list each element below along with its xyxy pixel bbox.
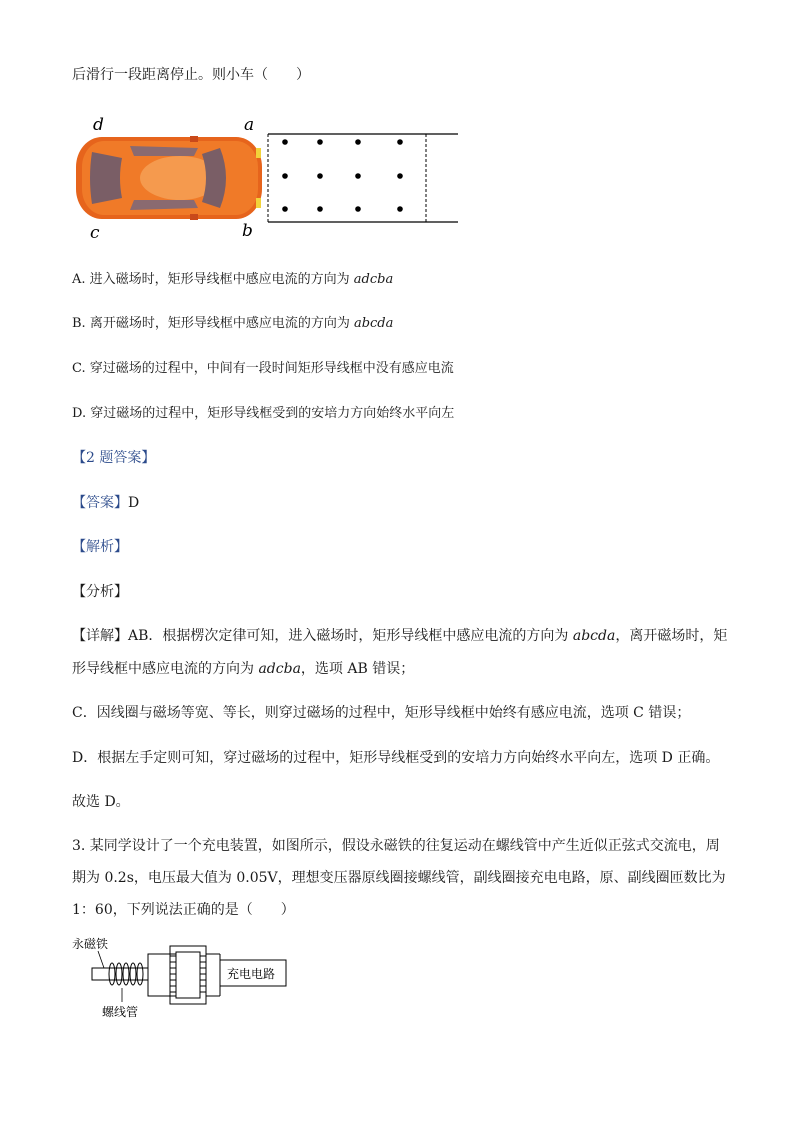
- detail-line-2: [72, 660, 414, 678]
- q2-stem: 后滑行一段距离停止。则小车（ ）: [72, 67, 310, 83]
- detail-1i: abcda: [572, 628, 616, 644]
- option-b-text: B. 离开磁场时，矩形导线框中感应电流的方向为: [72, 316, 354, 331]
- option-b: [72, 315, 393, 333]
- car-icon: [76, 136, 262, 220]
- transformer-icon: [170, 946, 206, 1004]
- field-dots: [282, 139, 403, 212]
- detail-2a: 形导线框中感应电流的方向为: [72, 661, 259, 677]
- conclusion: 故选 D。: [72, 794, 130, 810]
- fenxi-heading: 【分析】: [72, 584, 128, 600]
- label-d: d: [93, 115, 104, 135]
- answer-tag: 【答案】: [72, 495, 128, 511]
- label-a: a: [244, 115, 255, 135]
- detail-2i: adcba: [258, 661, 301, 677]
- option-a-text: A. 进入磁场时，矩形导线框中感应电流的方向为: [72, 272, 354, 287]
- car-field-figure: [70, 110, 470, 245]
- option-d: D. 穿过磁场的过程中，矩形导线框受到的安培力方向始终水平向左: [72, 406, 455, 421]
- detail-tag: 【详解】: [72, 628, 128, 644]
- charging-device-figure: [70, 932, 300, 1024]
- answer-value: D: [128, 495, 140, 511]
- option-a: [72, 271, 393, 289]
- analysis-heading: 【解析】: [72, 539, 128, 555]
- answer-line: [72, 494, 139, 512]
- circuit-label: 充电电路: [227, 967, 276, 981]
- option-b-italic: abcda: [353, 316, 394, 331]
- label-c: c: [90, 223, 100, 243]
- solenoid-label: 螺线管: [102, 1005, 139, 1019]
- option-a-italic: adcba: [353, 272, 394, 287]
- detail-line-1: [72, 627, 727, 645]
- detail-2b: ，选项 AB 错误；: [300, 661, 415, 677]
- magnet-label: 永磁铁: [72, 937, 109, 951]
- detail-1a: AB．根据楞次定律可知，进入磁场时，矩形导线框中感应电流的方向为: [128, 628, 573, 644]
- option-c: C. 穿过磁场的过程中，中间有一段时间矩形导线框中没有感应电流: [72, 361, 454, 376]
- detail-d: D．根据左手定则可知，穿过磁场的过程中，矩形导线框受到的安培力方向始终水平向左，选项 D 正确。: [72, 750, 720, 766]
- detail-c: C．因线圈与磁场等宽、等长，则穿过磁场的过程中，矩形导线框中始终有感应电流，选项 C 错误；: [72, 705, 691, 721]
- q3-line-2: 期为 0.2s，电压最大值为 0.05V，理想变压器原线圈接螺线管，副线圈接充电电路，原、副线圈匝数比为: [72, 870, 726, 886]
- detail-1b: ，离开磁场时，矩: [615, 628, 728, 644]
- answer-heading: 【2 题答案】: [72, 450, 156, 466]
- q3-line-3: 1：60，下列说法正确的是（ ）: [72, 902, 295, 918]
- label-b: b: [242, 221, 253, 241]
- q3-line-1: 3. 某同学设计了一个充电装置，如图所示，假设永磁铁的往复运动在螺线管中产生近似正弦式交流电，周: [72, 838, 720, 854]
